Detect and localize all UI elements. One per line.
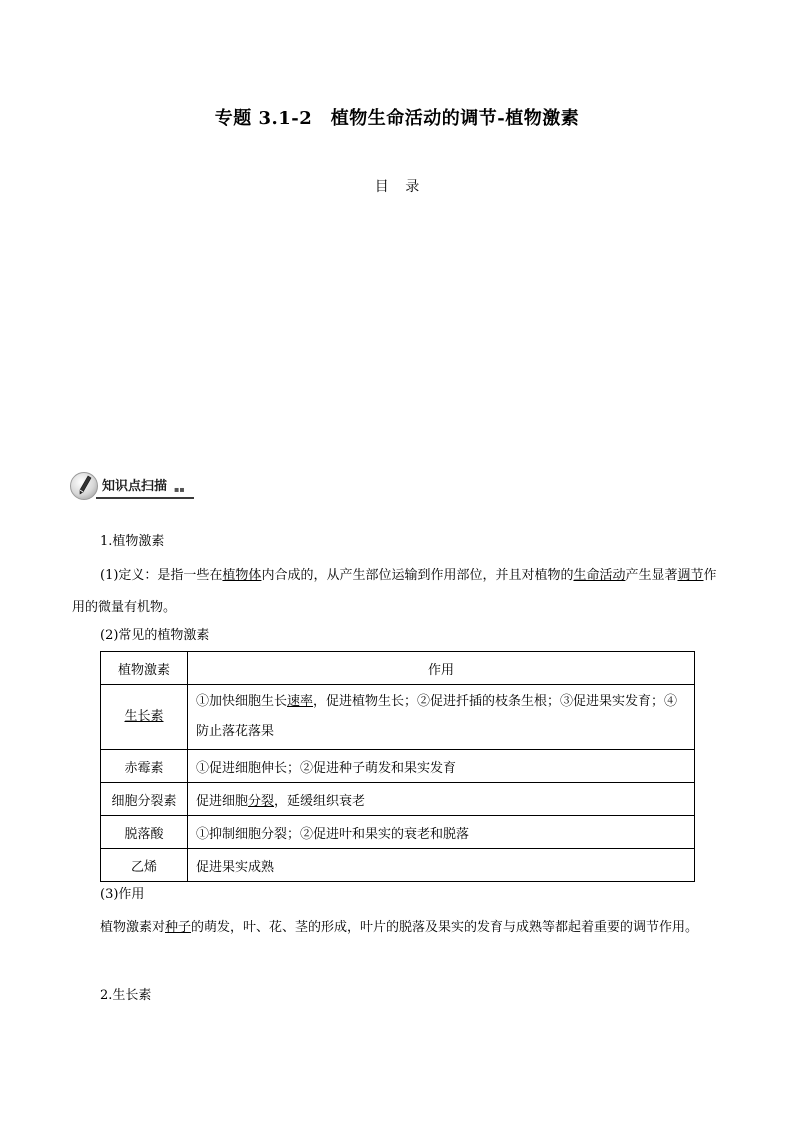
banner-dots: ▪▪ [174,485,185,494]
table-header-hormone: 植物激素 [101,652,188,685]
section-heading-auxin: 2.生长素 [100,988,152,1003]
hormone-table [100,651,695,882]
banner-label: 知识点扫描 [102,479,168,494]
table-row [101,783,695,816]
hormone-name: 生长素 [101,685,188,750]
hormone-effect: ①促进细胞伸长；②促进种子萌发和果实发育 [188,750,695,783]
hormone-name: 细胞分裂素 [101,783,188,816]
hormone-name: 脱落酸 [101,816,188,849]
hormone-effect: 促进果实成熟 [188,849,695,882]
function-paragraph: 植物激素对种子的萌发，叶、花、茎的形成，叶片的脱落及果实的发育与成熟等都起着重要的调节作用。 [100,920,699,935]
hormone-effect: ①加快细胞生长速率，促进植物生长；②促进扦插的枝条生根；③促进果实发育；④防止落花落果 [188,685,695,750]
banner-underline [96,497,194,499]
table-row [101,750,695,783]
table-header-row [101,652,695,685]
page-title: 专题 3.1-2 植物生命活动的调节-植物激素 [214,108,580,129]
hormone-effect: 促进细胞分裂，延缓组织衰老 [188,783,695,816]
table-row [101,816,695,849]
knowledge-banner [70,472,195,500]
table-row [101,849,695,882]
definition-paragraph: (1)定义：是指一些在植物体内合成的，从产生部位运输到作用部位，并且对植物的生命活动产生显著调节作用的微量有机物。 [72,568,717,615]
table-header-effect: 作用 [188,652,695,685]
section-heading-plant-hormones: 1.植物激素 [100,534,165,549]
hormone-name: 赤霉素 [101,750,188,783]
common-hormones-heading: (2)常见的植物激素 [100,628,210,643]
toc-heading: 目 录 [374,179,420,195]
hormone-name: 乙烯 [101,849,188,882]
pen-icon [78,475,92,495]
function-heading: (3)作用 [100,887,145,902]
table-row [101,685,695,750]
hormone-effect: ①抑制细胞分裂；②促进叶和果实的衰老和脱落 [188,816,695,849]
